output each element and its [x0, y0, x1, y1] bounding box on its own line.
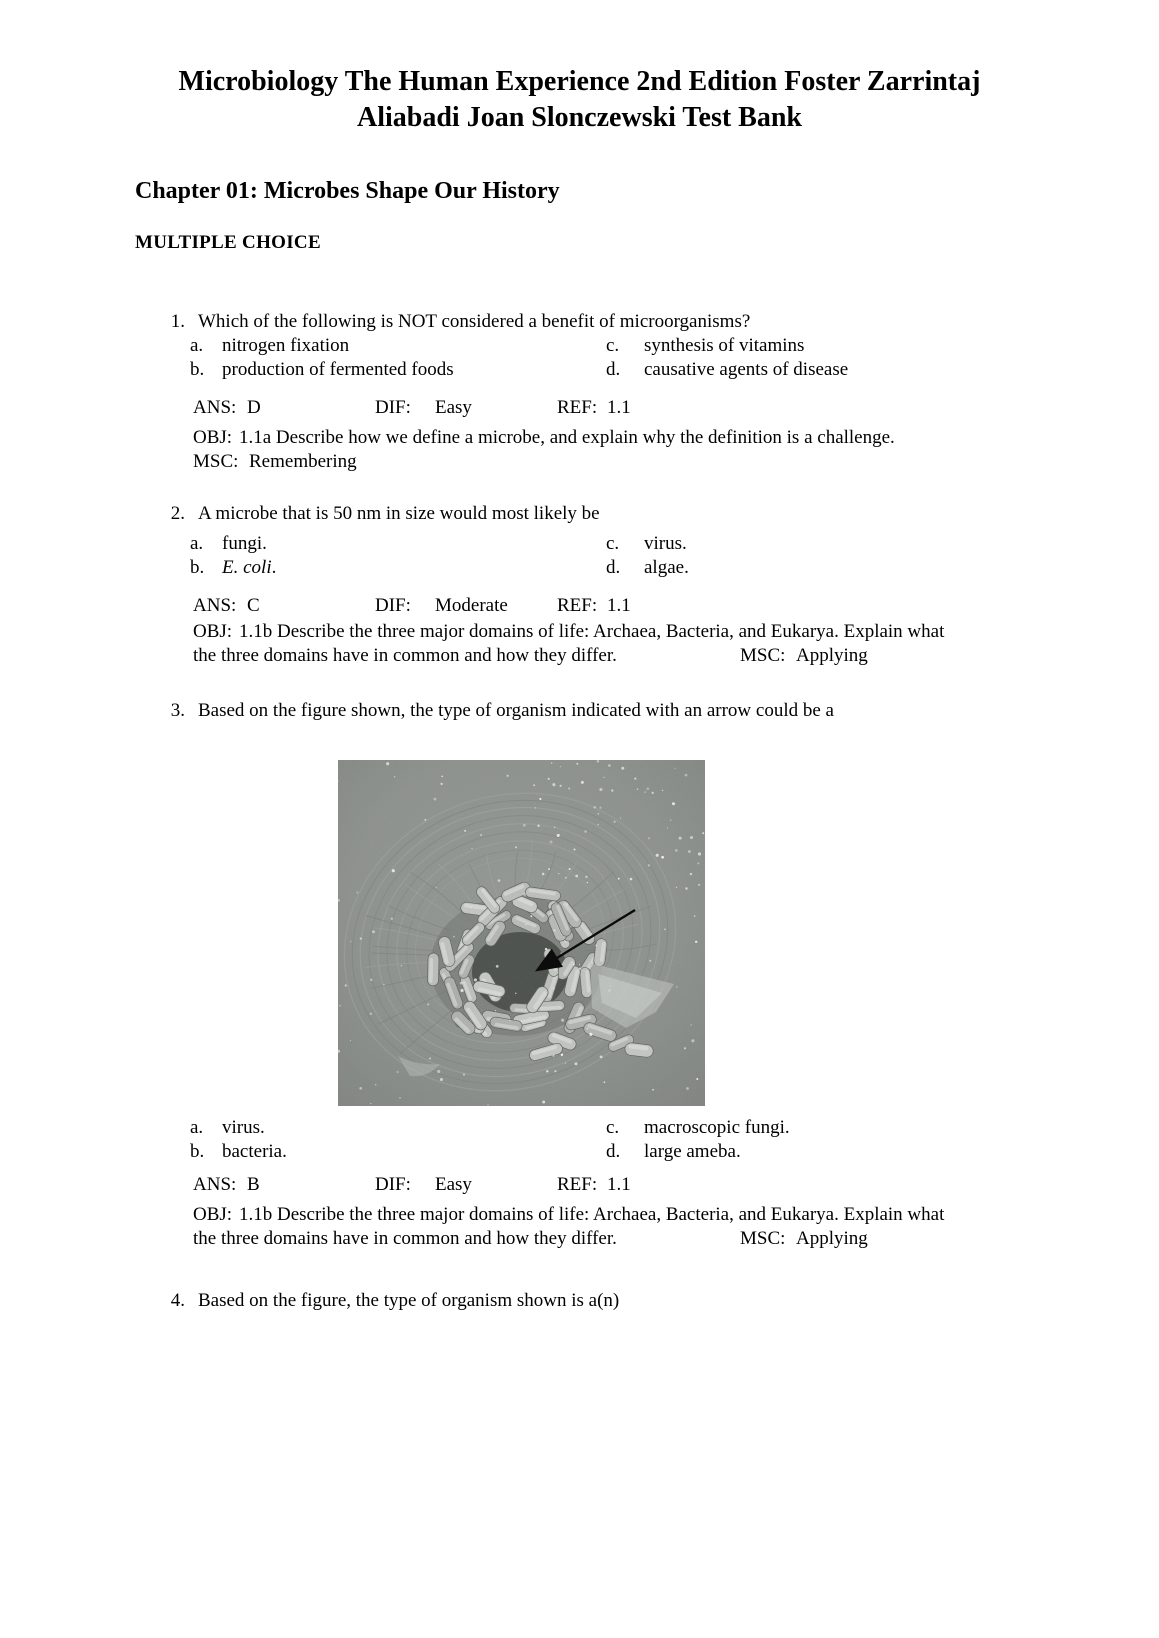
msc-value: Applying	[796, 645, 868, 666]
reference-field	[557, 1173, 631, 1197]
answer-meta-row	[193, 1173, 1119, 1197]
option-letter: a.	[190, 1117, 204, 1138]
option-c	[606, 334, 1119, 358]
question-number: 3.	[170, 700, 185, 721]
question-2-options	[190, 532, 1119, 580]
option-text: large ameba.	[644, 1141, 741, 1162]
option-letter: c.	[606, 533, 620, 554]
obj-text: 1.1a Describe how we define a microbe, and explain why the definition is a challenge.	[239, 427, 895, 448]
option-d	[606, 1140, 1119, 1164]
question-2-stem	[156, 502, 1119, 526]
option-text: virus.	[222, 1117, 265, 1138]
difficulty-field	[375, 594, 557, 618]
question-3-figure	[338, 760, 705, 1106]
option-text: macroscopic fungi.	[644, 1117, 790, 1138]
question-number: 1.	[170, 311, 185, 332]
obj-label: OBJ:	[193, 1204, 233, 1225]
sem-micrograph-image	[338, 760, 705, 1106]
ref-value: 1.1	[607, 397, 631, 418]
objective-row	[193, 1203, 1119, 1227]
option-text: algae.	[644, 557, 689, 578]
option-a	[190, 334, 606, 358]
msc-value: Applying	[796, 1228, 868, 1249]
difficulty-field	[375, 1173, 557, 1197]
ans-label: ANS:	[193, 595, 237, 616]
msc-label: MSC:	[740, 645, 786, 666]
question-3	[156, 699, 1119, 1251]
dif-label: DIF:	[375, 1174, 411, 1195]
ref-value: 1.1	[607, 1174, 631, 1195]
document-title	[0, 0, 1159, 136]
option-text: synthesis of vitamins	[644, 335, 805, 356]
ans-label: ANS:	[193, 1174, 237, 1195]
chapter-heading: Chapter 01: Microbes Shape Our History	[135, 178, 560, 204]
option-text: production of fermented foods	[222, 359, 454, 380]
dif-value: Easy	[435, 397, 472, 418]
obj-label: OBJ:	[193, 427, 233, 448]
question-2	[156, 502, 1119, 668]
document-title-line1: Microbiology The Human Experience 2nd Edition Foster Zarrintaj	[178, 66, 981, 97]
species-name-italic: E. coli	[222, 557, 272, 578]
ref-label: REF:	[557, 1174, 598, 1195]
ref-label: REF:	[557, 397, 598, 418]
option-letter: d.	[606, 359, 621, 380]
option-letter: b.	[190, 359, 205, 380]
film-grain	[338, 760, 705, 1106]
obj-text-line2: the three domains have in common and how they differ.	[193, 1228, 617, 1249]
msc-label: MSC:	[740, 1228, 786, 1249]
msc-value: Remembering	[249, 451, 357, 472]
question-1-stem	[156, 310, 1119, 334]
option-text: fungi.	[222, 533, 267, 554]
obj-text-line2: the three domains have in common and how they differ.	[193, 645, 617, 666]
ans-value: C	[247, 595, 260, 616]
question-1-options	[190, 334, 1119, 382]
obj-text-line1: 1.1b Describe the three major domains of life: Archaea, Bacteria, and Eukarya. Explain what	[239, 1204, 945, 1225]
dif-value: Easy	[435, 1174, 472, 1195]
option-letter: b.	[190, 1141, 205, 1162]
option-a	[190, 532, 606, 556]
dif-label: DIF:	[375, 397, 411, 418]
option-text: causative agents of disease	[644, 359, 849, 380]
option-d	[606, 358, 1119, 382]
question-text: A microbe that is 50 nm in size would most likely be	[198, 503, 600, 524]
question-4-stem	[156, 1289, 1119, 1313]
question-3-stem	[156, 699, 1119, 723]
question-number: 4.	[170, 1290, 185, 1311]
obj-label: OBJ:	[193, 621, 233, 642]
ans-label: ANS:	[193, 397, 237, 418]
option-letter: a.	[190, 533, 204, 554]
section-heading: MULTIPLE CHOICE	[135, 232, 321, 253]
reference-field	[557, 594, 631, 618]
dif-value: Moderate	[435, 595, 508, 616]
option-letter: b.	[190, 557, 205, 578]
question-number: 2.	[170, 503, 185, 524]
question-text: Which of the following is NOT considered a benefit of microorganisms?	[198, 311, 751, 332]
ans-value: D	[247, 397, 261, 418]
option-text: nitrogen fixation	[222, 335, 350, 356]
answer-field	[193, 396, 375, 420]
option-b	[190, 556, 606, 580]
question-text: Based on the figure, the type of organism shown is a(n)	[198, 1290, 620, 1311]
objective-row-line2	[193, 1227, 1119, 1251]
option-letter: c.	[606, 335, 620, 356]
objective-row	[193, 426, 1119, 450]
option-letter: a.	[190, 335, 204, 356]
question-3-options	[190, 1116, 1119, 1164]
option-letter: d.	[606, 1141, 621, 1162]
dif-label: DIF:	[375, 595, 411, 616]
difficulty-field	[375, 396, 557, 420]
document-title-line2: Aliabadi Joan Slonczewski Test Bank	[356, 102, 803, 133]
option-b	[190, 358, 606, 382]
question-4	[156, 1289, 1119, 1313]
option-d	[606, 556, 1119, 580]
answer-field	[193, 1173, 375, 1197]
objective-row-line2	[193, 644, 1119, 668]
ans-value: B	[247, 1174, 260, 1195]
answer-meta-row	[193, 594, 1119, 618]
option-letter: d.	[606, 557, 621, 578]
option-text	[222, 556, 276, 580]
option-b	[190, 1140, 606, 1164]
option-c	[606, 532, 1119, 556]
answer-meta-row	[193, 396, 1119, 420]
question-text: Based on the figure shown, the type of organism indicated with an arrow could be a	[198, 700, 834, 721]
msc-inline	[740, 644, 868, 668]
reference-field	[557, 396, 631, 420]
question-1	[156, 310, 1119, 474]
answer-field	[193, 594, 375, 618]
ref-value: 1.1	[607, 595, 631, 616]
msc-inline	[740, 1227, 868, 1251]
option-letter: c.	[606, 1117, 620, 1138]
option-a	[190, 1116, 606, 1140]
option-text: virus.	[644, 533, 687, 554]
msc-label: MSC:	[193, 451, 239, 472]
option-text: bacteria.	[222, 1141, 287, 1162]
option-c	[606, 1116, 1119, 1140]
msc-row	[193, 450, 1119, 474]
objective-row	[193, 620, 1119, 644]
obj-text-line1: 1.1b Describe the three major domains of life: Archaea, Bacteria, and Eukarya. Explain what	[239, 621, 945, 642]
option-text-period: .	[271, 557, 277, 578]
ref-label: REF:	[557, 595, 598, 616]
